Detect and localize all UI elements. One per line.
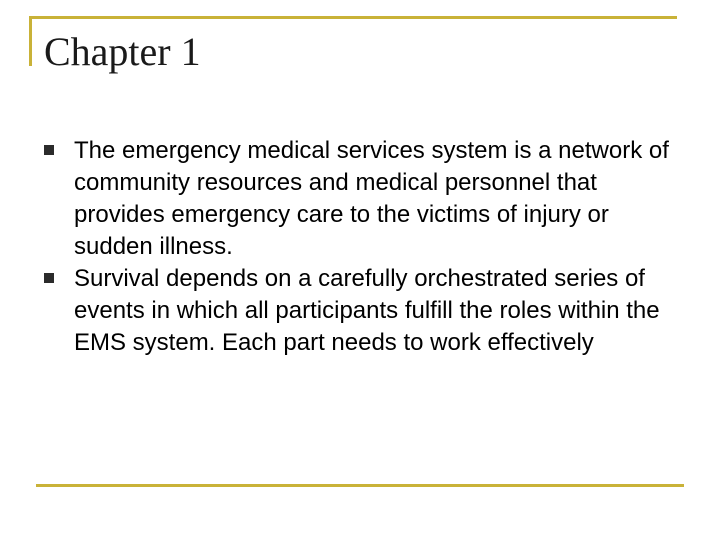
left-rule	[29, 16, 32, 66]
top-rule	[29, 16, 677, 19]
square-bullet-icon	[44, 273, 54, 283]
bottom-rule	[36, 484, 684, 487]
bullet-text: Survival depends on a carefully orchestrated series of events in which all participants fulfill the roles within the EMS system. Each part needs to work effectively	[74, 265, 660, 356]
bullet-item	[42, 263, 682, 359]
bullet-list	[42, 135, 682, 359]
bullet-text: The emergency medical services system is a network of community resources and medical personnel that provides emergency care to the victims of injury or sudden illness.	[74, 137, 669, 260]
square-bullet-icon	[44, 145, 54, 155]
bullet-item	[42, 135, 682, 263]
slide-title: Chapter 1	[44, 29, 201, 74]
